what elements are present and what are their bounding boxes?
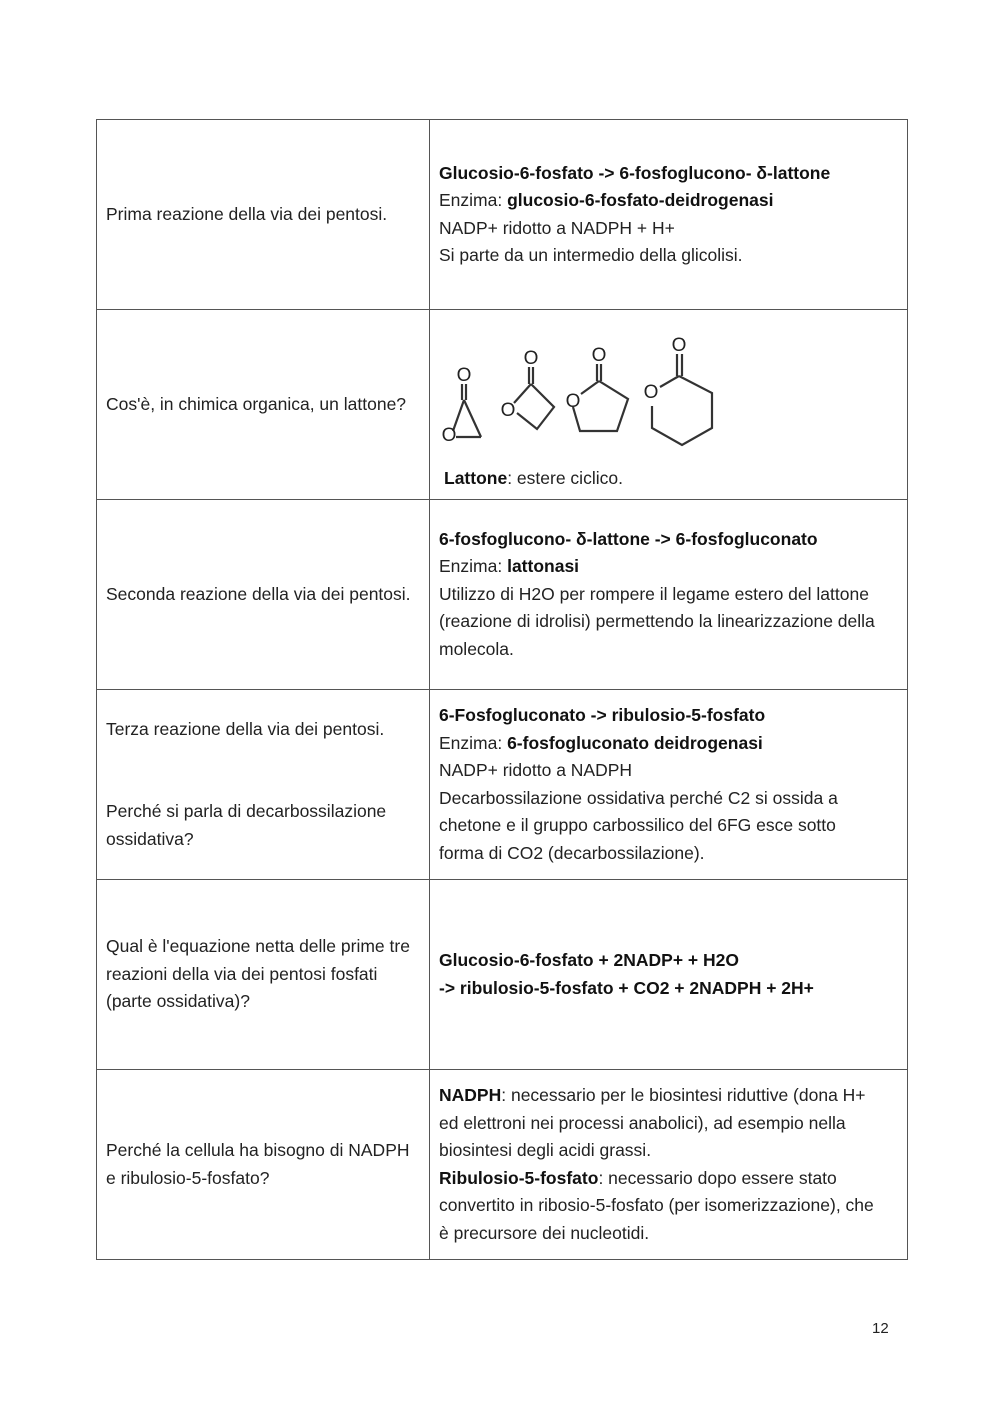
qa-table <box>96 119 908 1260</box>
answer-cell: O O O O O O O O Lattone: estere ciclico. <box>430 310 908 500</box>
question-cell: Seconda reazione della via dei pentosi. <box>97 500 430 690</box>
question-cell: Prima reazione della via dei pentosi. <box>97 120 430 310</box>
oxygen-label: O <box>643 381 659 403</box>
question-cell: Perché la cellula ha bisogno di NADPH e ribulosio-5-fosfato? <box>97 1070 430 1260</box>
oxygen-label: O <box>441 424 457 446</box>
table-row <box>97 310 908 500</box>
question-cell: Qual è l'equazione netta delle prime tre reazioni della via dei pentosi fosfati (parte ossidativa)? <box>97 880 430 1070</box>
answer-cell: Glucosio-6-fosfato + 2NADP+ + H2O -> ribulosio-5-fosfato + CO2 + 2NADPH + 2H+ <box>430 880 908 1070</box>
table-row <box>97 500 908 690</box>
lactone-structures-diagram <box>439 331 729 451</box>
oxygen-label: O <box>523 347 539 369</box>
oxygen-label: O <box>591 344 607 366</box>
table-row <box>97 1070 908 1260</box>
question-cell: Cos'è, in chimica organica, un lattone? <box>97 310 430 500</box>
answer-cell: Glucosio-6-fosfato -> 6-fosfoglucono- δ-lattone Enzima: glucosio-6-fosfato-deidrogenasi NADP+ ridotto a NADPH + H+ Si parte da un intermedio della glicolisi. <box>430 120 908 310</box>
page-number: 12 <box>872 1320 889 1337</box>
oxygen-label: O <box>671 334 687 356</box>
table-row <box>97 880 908 1070</box>
answer-cell: 6-Fosfogluconato -> ribulosio-5-fosfato Enzima: 6-fosfogluconato deidrogenasi NADP+ ridotto a NADPH Decarbossilazione ossidativa perché C2 si ossida a chetone e il gruppo carbossilico del 6FG esce sotto forma di CO2 (decarbossilazione). <box>430 690 908 880</box>
oxygen-label: O <box>500 399 516 421</box>
oxygen-label: O <box>565 390 581 412</box>
question-cell: Terza reazione della via dei pentosi. Perché si parla di decarbossilazione ossidativa? <box>97 690 430 880</box>
answer-cell: NADPH: necessario per le biosintesi riduttive (dona H+ ed elettroni nei processi anabolici), ad esempio nella biosintesi degli acidi grassi. Ribulosio-5-fosfato: necessario dopo essere stato convertito in ribosio-5-fosfato (per isomerizzazione), che è precursore dei nucleotidi. <box>430 1070 908 1260</box>
table-row <box>97 120 908 310</box>
answer-cell: 6-fosfoglucono- δ-lattone -> 6-fosfogluconato Enzima: lattonasi Utilizzo di H2O per rompere il legame estero del lattone (reazione di idrolisi) permettendo la linearizzazione della molecola. <box>430 500 908 690</box>
table-row <box>97 690 908 880</box>
oxygen-label: O <box>456 364 472 386</box>
